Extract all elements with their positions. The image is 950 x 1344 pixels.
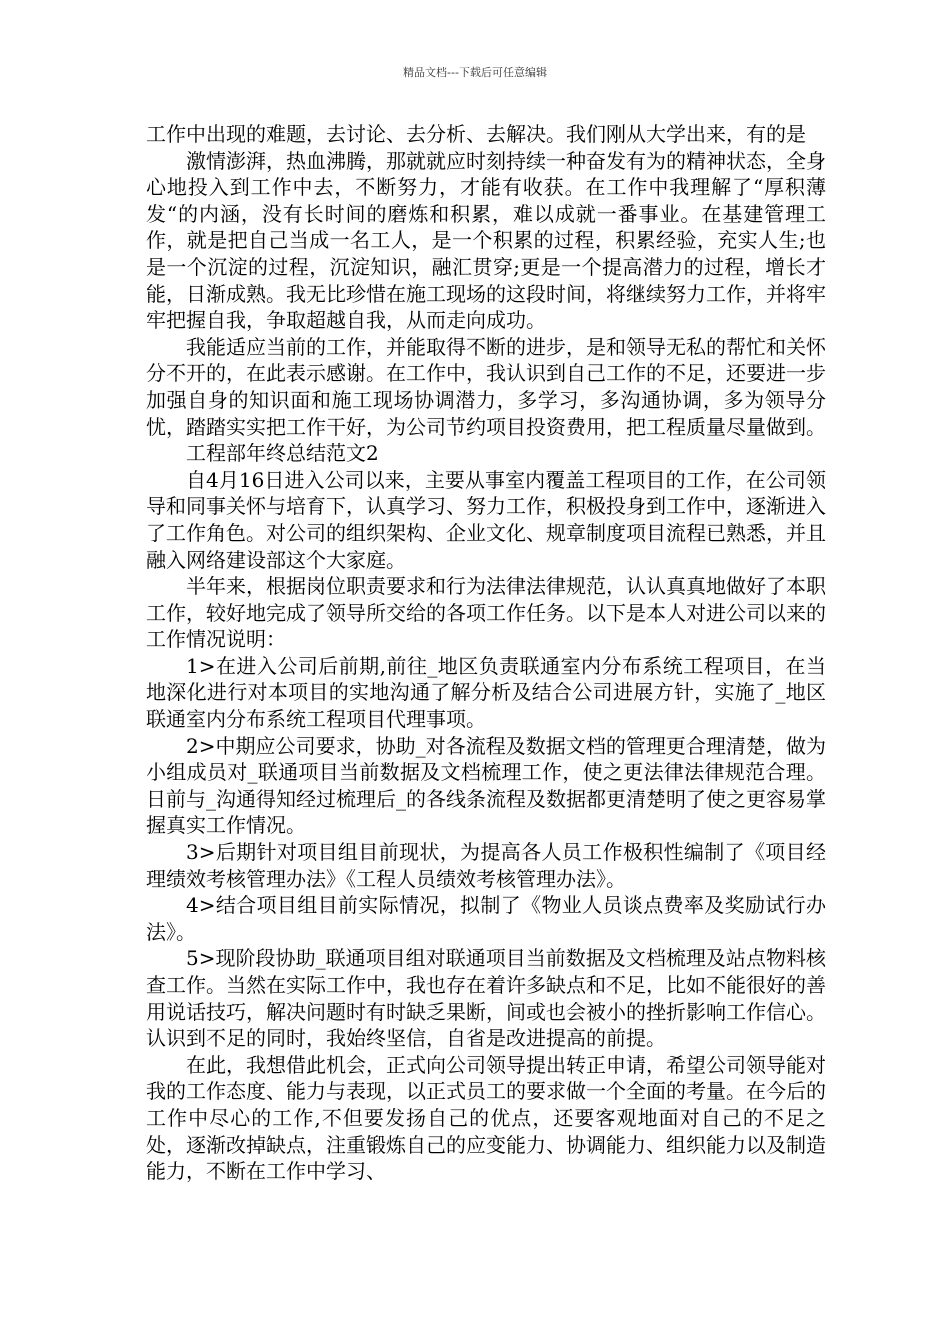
list-item-1: 1>在进入公司后前期,前往_地区负责联通室内分布系统工程项目，在当地深化进行对本项目的实地沟通了解分析及结合公司进展方针，实施了_地区联通室内分布系统工程项目代理事项。 <box>146 653 826 732</box>
paragraph-half-year: 半年来，根据岗位职责要求和行为法律法律规范，认认真真地做好了本职工作，较好地完成了领导所交给的各项工作任务。以下是本人对进公司以来的工作情况说明： <box>146 574 826 652</box>
paragraph-application: 在此，我想借此机会，正式向公司领导提出转正申请，希望公司领导能对我的工作态度、能力与表现，以正式员工的要求做一个全面的考量。在今后的工作中尽心的工作,不但要发扬自己的优点，还要客观地面对自己的不足之处，逐渐改掉缺点，注重锻炼自己的应变能力、协调能力、组织能力以及制造能力，不断在工作中学习、 <box>146 1052 826 1184</box>
list-item-4: 4>结合项目组目前实际情况，拟制了《物业人员谈点费率及奖励试行办法》。 <box>146 893 826 944</box>
page-header: 精品文档---下载后可任意编辑 <box>403 66 547 79</box>
section-title: 工程部年终总结范文2 <box>186 441 379 466</box>
paragraph-intro: 自4月16日进入公司以来，主要从事室内覆盖工程项目的工作，在公司领导和同事关怀与培育下，认真学习、努力工作，积极投身到工作中，逐渐进入了工作角色。对公司的组织架构、企业文化、规章制度项目流程已熟悉，并且融入网络建设部这个大家庭。 <box>146 467 826 572</box>
paragraph-passion: 激情澎湃，热血沸腾，那就就应时刻持续一种奋发有为的精神状态，全身心地投入到工作中去，不断努力，才能有收获。在工作中我理解了“厚积薄发“的内涵，没有长时间的磨炼和积累，难以成就一番事业。在基建管理工作，就是把自己当成一名工人，是一个积累的过程，积累经验，充实人生;也是一个沉淀的过程，沉淀知识，融汇贯穿;更是一个提高潜力的过程，增长才能，日渐成熟。我无比珍惜在施工现场的这段时间，将继续努力工作，并将牢牢把握自我，争取超越自我，从而走向成功。 <box>146 148 826 333</box>
list-item-2: 2>中期应公司要求，协助_对各流程及数据文档的管理更合理清楚，做为小组成员对_联通项目当前数据及文档梳理工作，使之更法律法律规范合理。日前与_沟通得知经过梳理后_的各线条流程及数据都更清楚明了使之更容易掌握真实工作情况。 <box>146 733 826 838</box>
paragraph-continuation: 工作中出现的难题，去讨论、去分析、去解决。我们刚从大学出来，有的是 <box>146 122 806 146</box>
document-body <box>146 121 826 1185</box>
list-item-5: 5>现阶段协助_联通项目组对联通项目当前数据及文档梳理及站点物料核查工作。当然在实际工作中，我也存在着许多缺点和不足，比如不能很好的善用说话技巧，解决问题时有时缺乏果断，间或也会被小的挫折影响工作信心。认识到不足的同时，我始终坚信，自省是改进提高的前提。 <box>146 946 826 1051</box>
list-item-3: 3>后期针对项目组目前现状，为提高各人员工作极积性编制了《项目经理绩效考核管理办法》《工程人员绩效考核管理办法》。 <box>146 840 826 891</box>
paragraph-gratitude: 我能适应当前的工作，并能取得不断的进步，是和领导无私的帮忙和关怀分不开的，在此表示感谢。在工作中，我认识到自己工作的不足，还要进一步加强自身的知识面和施工现场协调潜力，多学习，多沟通协调，多为领导分忧，踏踏实实把工作干好，为公司节约项目投资费用，把工程质量尽量做到。 <box>146 334 826 439</box>
